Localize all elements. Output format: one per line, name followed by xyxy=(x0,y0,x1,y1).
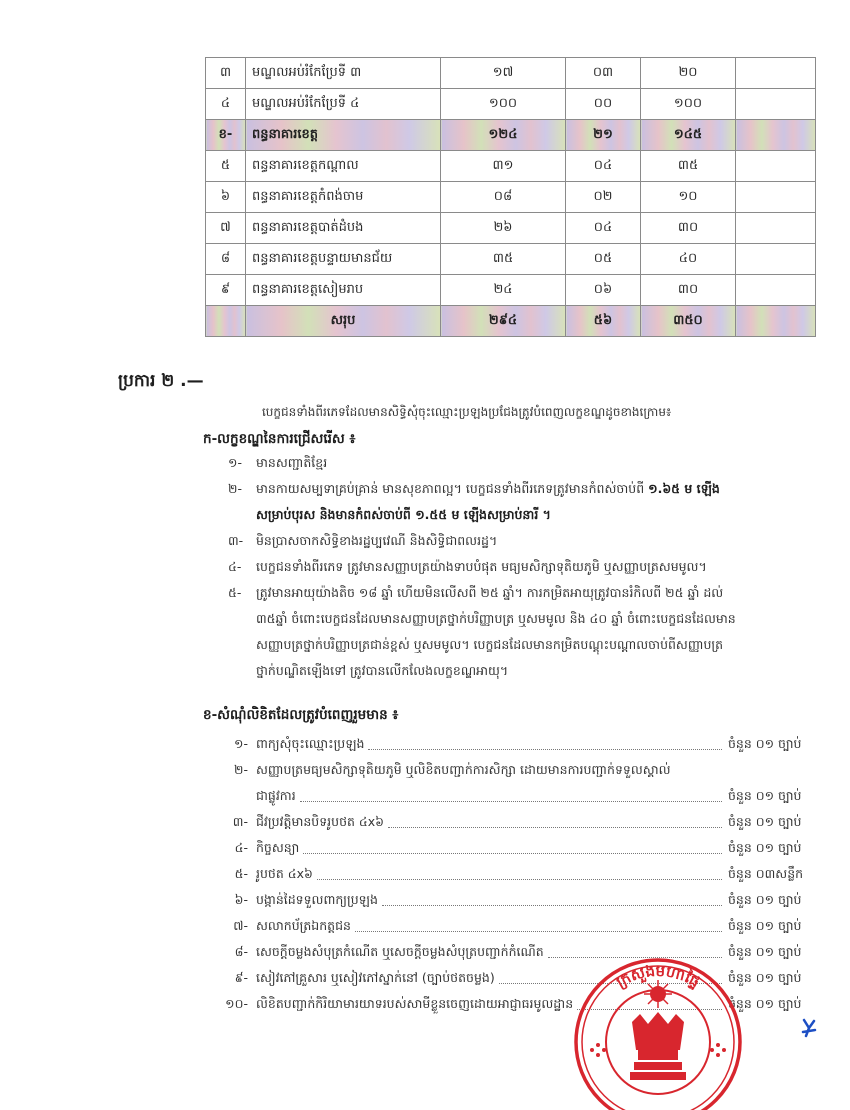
document-name: ជីវប្រវត្តិមានបិទរូបថត ៤x៦ xyxy=(256,813,385,829)
document-name: សេចក្ដីចម្លងសំបុត្រកំណើត ឬសេចក្ដីចម្លងសំបុត្របញ្ជាក់កំណើត xyxy=(256,943,544,959)
row-name: ពន្ធនាគារខេត្តកំពង់ចាម xyxy=(246,182,441,213)
row-note xyxy=(736,89,816,120)
document-name: បង្កាន់ដៃទទួលពាក្យប្រឡង xyxy=(256,891,378,907)
total-value-c: ៣៥០ xyxy=(641,306,736,337)
document-quantity: ចំនួន ០១ ច្បាប់ xyxy=(728,813,802,829)
row-name: មណ្ឌលអប់រំកែប្រែទី ៤ xyxy=(246,89,441,120)
document-name: រូបថត ៤x៦ xyxy=(256,865,313,881)
criteria-item xyxy=(228,476,720,528)
document-item xyxy=(210,889,820,913)
document-quantity: ចំនួន ០១ ច្បាប់ xyxy=(728,917,802,933)
row-value-c: ២០ xyxy=(641,58,736,89)
document-item xyxy=(210,733,820,757)
table-row-subtotal xyxy=(206,120,816,151)
criteria-number: ៥- xyxy=(228,585,242,600)
row-value-b: ០៥ xyxy=(566,244,641,275)
row-value-b: ០៣ xyxy=(566,58,641,89)
criteria-text: ថ្នាក់បណ្ឌិតឡើងទៅ ត្រូវបានលើកលែងលក្ខខណ្ឌអាយុ។ xyxy=(256,663,509,678)
document-name: លិខិតបញ្ជាក់កិរិយាមារយាទរបស់សាមីខ្លួនចេញដោយអាជ្ញាធរមូលដ្ឋាន xyxy=(256,995,574,1011)
row-note xyxy=(736,306,816,337)
document-item xyxy=(210,759,820,783)
table-row xyxy=(206,151,816,182)
table-row-total xyxy=(206,306,816,337)
document-number: ១០- xyxy=(225,995,248,1011)
criteria-number: ៣- xyxy=(228,533,244,548)
criteria-item xyxy=(228,528,497,554)
row-value-c: ៤០ xyxy=(641,244,736,275)
row-index: ៧ xyxy=(206,213,246,244)
document-number: ៤- xyxy=(234,839,248,855)
document-number: ៣- xyxy=(232,813,248,829)
document-quantity: ចំនួន ០១ ច្បាប់ xyxy=(728,787,802,803)
row-value-a: ២៦ xyxy=(441,213,566,244)
document-number: ២- xyxy=(234,761,248,777)
row-value-b: ០៤ xyxy=(566,213,641,244)
row-note xyxy=(736,120,816,151)
table-row xyxy=(206,182,816,213)
row-value-c: ១០ xyxy=(641,182,736,213)
criteria-text: បេក្ខជនទាំងពីរភេទ ត្រូវមានសញ្ញាបត្រយ៉ាងទាបបំផុត មធ្យមសិក្សាទុតិយភូមិ ឬសញ្ញាបត្រសមមូល។ xyxy=(256,559,707,574)
row-index xyxy=(206,306,246,337)
row-index: ៥ xyxy=(206,151,246,182)
row-value-a: ៣១ xyxy=(441,151,566,182)
row-value-a: ១២៤ xyxy=(441,120,566,151)
row-value-a: ៣៥ xyxy=(441,244,566,275)
row-note xyxy=(736,182,816,213)
row-note xyxy=(736,275,816,306)
document-quantity: ចំនួន ០១ ច្បាប់ xyxy=(728,735,802,751)
document-name: សលាកប័ត្រឯកត្តជន xyxy=(256,917,351,933)
row-value-c: ៣០ xyxy=(641,275,736,306)
document-quantity: ចំនួន ០១ ច្បាប់ xyxy=(728,943,802,959)
document-item xyxy=(210,811,820,835)
row-value-b: ២១ xyxy=(566,120,641,151)
row-note xyxy=(736,213,816,244)
criteria-number: ៤- xyxy=(228,559,242,574)
row-name: ពន្ធនាគារខេត្តសៀមរាប xyxy=(246,275,441,306)
row-name: ពន្ធនាគារខេត្តបន្ទាយមានជ័យ xyxy=(246,244,441,275)
document-item xyxy=(210,863,820,887)
row-value-b: ០០ xyxy=(566,89,641,120)
criteria-number: ២- xyxy=(228,481,242,496)
row-value-a: ១៧ xyxy=(441,58,566,89)
document-name: ជាផ្លូវការ xyxy=(256,787,296,803)
criteria-text: មានកាយសម្បទាគ្រប់គ្រាន់ មានសុខភាពល្អ។ បេក្ខជនទាំងពីរភេទត្រូវមានកំពស់ចាប់ពី xyxy=(256,481,649,496)
article-intro: បេក្ខជនទាំងពីរភេទដែលមានសិទ្ធិសុំចុះឈ្មោះប្រឡងប្រជែងត្រូវបំពេញលក្ខខណ្ឌដូចខាងក្រោម៖ xyxy=(262,405,672,419)
total-value-a: ២៩៤ xyxy=(441,306,566,337)
table-row xyxy=(206,213,816,244)
document-number: ៩- xyxy=(234,969,248,985)
row-value-c: ១០០ xyxy=(641,89,736,120)
document-name: កិច្ចសន្យា xyxy=(256,839,300,855)
criteria-number: ១- xyxy=(228,455,242,470)
row-value-c: ១៤៥ xyxy=(641,120,736,151)
row-value-c: ៣០ xyxy=(641,213,736,244)
row-name: ពន្ធនាគារខេត្តបាត់ដំបង xyxy=(246,213,441,244)
row-value-c: ៣៥ xyxy=(641,151,736,182)
row-name: ពន្ធនាគារខេត្តកណ្ដាល xyxy=(246,151,441,182)
document-quantity: ចំនួន ០៣សន្លឹក xyxy=(728,865,804,881)
row-index: ៩ xyxy=(206,275,246,306)
leader-dots xyxy=(303,853,722,854)
document-number: ១- xyxy=(234,735,248,751)
total-value-b: ៥៦ xyxy=(566,306,641,337)
leader-dots xyxy=(317,879,722,880)
seal-text: ក្រសួងមហាផ្ទៃ xyxy=(613,961,703,992)
row-index: ៤ xyxy=(206,89,246,120)
section-b-heading: ខ-សំណុំលិខិតដែលត្រូវបំពេញរួមមាន ៖ xyxy=(203,707,399,723)
row-note xyxy=(736,151,816,182)
criteria-text: ៣៥ឆ្នាំ ចំពោះបេក្ខជនដែលមានសញ្ញាបត្រថ្នាក់បរិញ្ញាបត្រ ឬសមមូល និង ៤០ ឆ្នាំ ចំពោះបេក្ខជនដែលមាន xyxy=(256,611,736,626)
row-note xyxy=(736,244,816,275)
document-name: សៀវភៅគ្រួសារ ឬសៀវភៅស្នាក់នៅ (ច្បាប់ថតចម្លង) xyxy=(256,969,495,985)
criteria-text: ត្រូវមានអាយុយ៉ាងតិច ១៨ ឆ្នាំ ហើយមិនលើសពី ២៥ ឆ្នាំ។ ការកម្រិតអាយុត្រូវបានរំកិលពី ២៥ ឆ្នាំ ដល់ xyxy=(256,585,724,600)
document-number: ៥- xyxy=(234,865,248,881)
document-number: ៧- xyxy=(233,917,248,933)
signature-mark-icon xyxy=(800,1018,818,1038)
row-index: ៣ xyxy=(206,58,246,89)
row-name: មណ្ឌលអប់រំកែប្រែទី ៣ xyxy=(246,58,441,89)
row-note xyxy=(736,58,816,89)
table-row xyxy=(206,244,816,275)
row-value-b: ០៦ xyxy=(566,275,641,306)
row-index: ៦ xyxy=(206,182,246,213)
section-a-heading: ក-លក្ខខណ្ឌនៃការជ្រើសរើស ៖ xyxy=(203,431,356,447)
row-value-a: ០៨ xyxy=(441,182,566,213)
document-item xyxy=(210,837,820,861)
official-seal-icon xyxy=(568,950,748,1110)
criteria-text-bold: ១.៦៥ ម ឡើង xyxy=(648,481,720,496)
row-index: ៨ xyxy=(206,244,246,275)
leader-dots xyxy=(388,827,722,828)
article-heading: ប្រការ ២ .— xyxy=(118,371,204,391)
table-row xyxy=(206,89,816,120)
criteria-item xyxy=(228,450,327,476)
row-value-b: ០២ xyxy=(566,182,641,213)
row-name: ពន្ធនាគារខេត្ត xyxy=(246,120,441,151)
document-quantity: ចំនួន ០១ ច្បាប់ xyxy=(728,969,802,985)
document-quantity: ចំនួន ០១ ច្បាប់ xyxy=(728,995,802,1011)
document-number: ៦- xyxy=(234,891,248,907)
criteria-text: មិនប្រាសចាកសិទ្ធិខាងរដ្ឋប្បវេណី និងសិទ្ធិជាពលរដ្ឋ។ xyxy=(256,533,498,548)
total-label: សរុប xyxy=(246,306,441,337)
criteria-text: សញ្ញាបត្រថ្នាក់បរិញ្ញាបត្រជាន់ខ្ពស់ ឬសមមូល។ បេក្ខជនដែលមានកម្រិតបណ្ដុះបណ្ដាលចាប់ពីសញ្ញាបត្រ xyxy=(256,637,724,652)
leader-dots xyxy=(382,905,722,906)
leader-dots xyxy=(300,801,722,802)
criteria-text: មានសញ្ជាតិខ្មែរ xyxy=(256,455,328,470)
criteria-text-bold: សម្រាប់បុរស និងមានកំពស់ចាប់ពី ១.៥៥ ម ឡើងសម្រាប់នារី ។ xyxy=(256,507,551,522)
quota-table xyxy=(205,57,816,337)
document-item xyxy=(210,915,820,939)
document-quantity: ចំនួន ០១ ច្បាប់ xyxy=(728,891,802,907)
row-value-a: ១០០ xyxy=(441,89,566,120)
document-name: សញ្ញាបត្រមធ្យមសិក្សាទុតិយភូមិ ឬលិខិតបញ្ជាក់ការសិក្សា ដោយមានការបញ្ជាក់ទទួលស្គាល់ xyxy=(256,761,671,777)
criteria-item xyxy=(228,580,736,684)
leader-dots xyxy=(368,749,722,750)
criteria-item xyxy=(228,554,707,580)
document-quantity: ចំនួន ០១ ច្បាប់ xyxy=(728,839,802,855)
leader-dots xyxy=(355,931,722,932)
document-number: ៨- xyxy=(234,943,248,959)
row-value-b: ០៤ xyxy=(566,151,641,182)
table-row xyxy=(206,58,816,89)
row-value-a: ២៤ xyxy=(441,275,566,306)
document-item-continued xyxy=(210,785,820,809)
document-name: ពាក្យសុំចុះឈ្មោះប្រឡង xyxy=(256,735,365,751)
table-row xyxy=(206,275,816,306)
row-index: ខ- xyxy=(206,120,246,151)
